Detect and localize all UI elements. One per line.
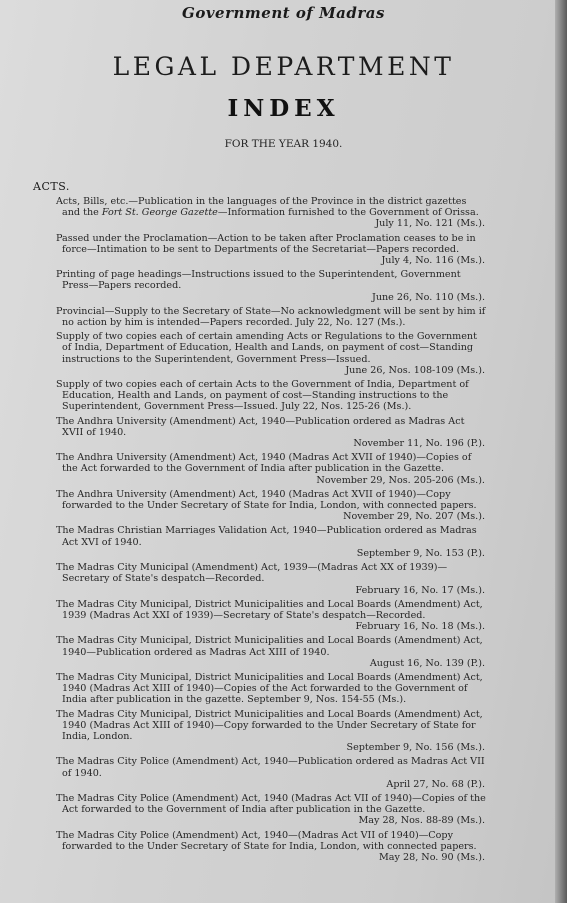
index-entry [50,756,487,790]
entry-text: The Andhra University (Amendment) Act, 1940 (Madras Act XVII of 1940)—Copy forwarded to the Under Secretary of State for India, London, with connected papers. [56,488,477,512]
index-entry [50,793,487,827]
entry-text: The Madras City Police (Amendment) Act, 1940—Publication ordered as Madras Act VII of 1940. [56,756,485,779]
entry-text: The Andhra University (Amendment) Act, 1940—Publication ordered as Madras Act XVII of 1940. [56,415,465,438]
entry-text: The Madras City Police (Amendment) Act, 1940—(Madras Act VII of 1940)—Copy forwarded to the Under Secretary of State for India, London, with connected papers. [56,829,477,852]
entry-citation: May 28, Nos. 88-89 (Ms.). [358,815,485,827]
department-heading: LEGAL DEPARTMENT [112,52,455,81]
entry-citation: June 26, Nos. 108-109 (Ms.). [345,364,485,376]
entry-text: The Madras City Municipal, District Municipalities and Local Boards (Amendment) Act, 1940—Publication ordered as Madras Act XIII of 1940. [56,635,483,658]
entry-citation: November 29, Nos. 205-206 (Ms.). [316,474,485,486]
index-entry [50,830,487,864]
index-entry [50,709,487,754]
index-entry [50,306,487,328]
index-entry [50,379,487,413]
entry-citation: August 16, No. 139 (P.). [369,657,485,669]
entry-text: Printing of page headings—Instructions issued to the Superintendent, Government Press—Papers recorded. [56,269,461,292]
government-heading: Government of Madras [182,4,385,22]
entry-text: Supply of two copies each of certain amending Acts or Regulations to the Government of India, Department of Education, Health and Lands, on payment of cost—Standing instructions to the Superintendent, Government Press—Issued. [56,331,477,365]
index-entry [50,489,487,523]
index-entry [50,635,487,669]
year-line: FOR THE YEAR 1940. [224,138,343,150]
entry-citation: November 11, No. 196 (P.). [353,438,485,450]
section-heading-acts: ACTS. [33,180,70,193]
entry-citation: February 16, No. 17 (Ms.). [355,584,485,596]
index-entry [50,525,487,559]
entry-text: Supply of two copies each of certain Acts to the Government of India, Department of Education, Health and Lands, on payment of cost—Standing instructions to the Superintendent, Government Press—Issued. July 22, Nos. 125-26 (Ms.). [56,379,469,413]
entry-citation: July 11, No. 121 (Ms.). [375,218,485,230]
entry-text: The Madras City Municipal, District Municipalities and Local Boards (Amendment) Act, 1939 (Madras Act XXI of 1939)—Secretary of State's despatch—Recorded. [56,598,483,621]
entry-text: Passed under the Proclamation—Action to be taken after Proclamation ceases to be in force—Intimation to be sent to Departments of the Secretariat—Papers recorded. [56,232,476,255]
entry-text-cont: —Information furnished to the Government of Orissa. [217,207,479,219]
entry-citation: May 28, No. 90 (Ms.). [378,851,485,863]
index-entry [50,196,487,230]
entry-citation: July 4, No. 116 (Ms.). [381,255,485,267]
entry-italic-text: Fort St. George Gazette [101,207,218,219]
entry-text: The Madras City Municipal, District Municipalities and Local Boards (Amendment) Act, 1940 (Madras Act XIII of 1940)—Copies of the Act forwarded to the Government of India after publication in the gazette. September 9, Nos. 154-55 (Ms.). [56,671,483,706]
index-entry [50,672,487,706]
index-entry [50,599,487,633]
entry-text: The Madras City Municipal, District Municipalities and Local Boards (Amendment) Act, 1940 (Madras Act XIII of 1940)—Copy forwarded to the Under Secretary of State for India, London. [56,708,483,742]
index-entries [50,196,487,866]
entry-text: Provincial—Supply to the Secretary of State—No acknowledgment will be sent by him if no action by him is intended—Papers recorded. July 22, No. 127 (Ms.). [56,305,486,329]
entry-citation: February 16, No. 18 (Ms.). [355,621,485,633]
index-entry [50,233,487,267]
entry-text: The Madras City Police (Amendment) Act, 1940 (Madras Act VII of 1940)—Copies of the Act forwarded to the Government of India after publication in the Gazette. [56,792,486,816]
page-binding-edge [555,0,567,903]
index-title: INDEX [227,95,340,122]
entry-citation: September 9, No. 153 (P.). [356,547,485,559]
index-entry [50,416,487,450]
index-entry [50,562,487,596]
entry-text: Acts, Bills, etc.—Publication in the languages of the Province in the district gazettes and the [56,196,467,219]
index-entry [50,269,487,303]
index-entry [50,452,487,486]
entry-text: The Madras Christian Marriages Validation Act, 1940—Publication ordered as Madras Act XVI of 1940. [56,525,477,548]
entry-citation: April 27, No. 68 (P.). [386,778,485,790]
entry-citation: September 9, No. 156 (Ms.). [346,742,485,754]
index-entry [50,331,487,376]
entry-citation: June 26, No. 110 (Ms.). [371,291,485,303]
entry-text: The Andhra University (Amendment) Act, 1940 (Madras Act XVII of 1940)—Copies of the Act forwarded to the Government of India after publication in the Gazette. [56,452,472,475]
entry-citation: November 29, No. 207 (Ms.). [343,511,485,523]
entry-text: The Madras City Municipal (Amendment) Act, 1939—(Madras Act XX of 1939)—Secretary of State's despatch—Recorded. [56,562,448,585]
